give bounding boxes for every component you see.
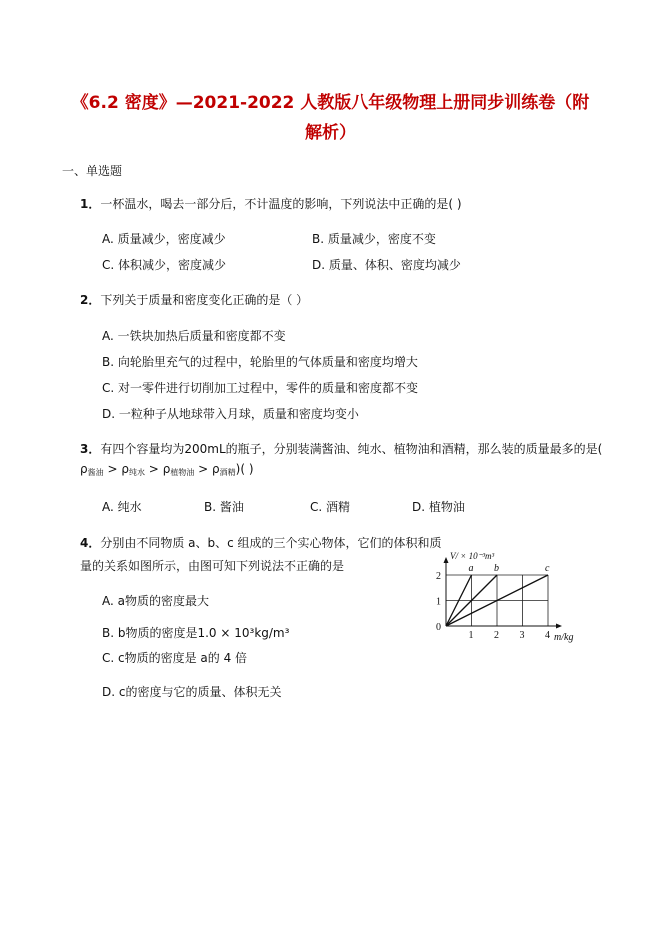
x-tick-label: 1 [468,630,474,641]
q4-option-d: D. c的密度与它的质量、体积无关 [102,685,282,699]
y-tick-label: 2 [436,571,441,582]
q2-option-b: B. 向轮胎里充气的过程中，轮胎里的气体质量和密度均增大 [102,355,418,369]
sub-alcohol: 酒精 [219,468,236,477]
series-label-c: c [545,563,550,574]
question-4 [80,534,442,551]
y-axis-label: V/ × 10⁻³m³ [450,551,495,561]
q1-option-c: C. 体积减少，密度减少 [102,258,227,272]
q3-option-c: C. 酒精 [310,500,351,514]
section-heading: 一、单选题 [62,164,123,178]
q1-option-d: D. 质量、体积、密度均减少 [312,258,461,272]
x-axis-label: m/kg [554,632,574,643]
series-label-b: b [494,563,499,574]
series-label-a: a [468,563,474,574]
question-text-1: 分别由不同物质 a、b、c 组成的三个实心物体，它们的体积和质 [100,536,442,550]
question-number: 1． [80,197,101,211]
x-tick-label: 2 [494,630,499,641]
sub-soy-sauce: 酱油 [87,468,104,477]
sub-vegetable-oil: 植物油 [170,468,195,477]
sub-pure-water: 纯水 [128,468,145,477]
q1-option-a: A. 质量减少，密度减少 [102,232,226,246]
q3-option-d: D. 植物油 [412,500,465,514]
x-axis-arrow [556,624,562,629]
density-order: $\rho_{酱油} > \rho_{纯水} > \rho_{植物油} > \rho_{酒精}$)( ) [80,462,254,477]
question-3 [80,440,602,457]
question-text: 一杯温水，喝去一部分后，不计温度的影响，下列说法中正确的是( ) [100,197,462,211]
document-title [60,88,601,148]
q2-option-a: A. 一铁块加热后质量和密度都不变 [102,329,286,343]
q2-option-c: C. 对一零件进行切削加工过程中，零件的质量和密度都不变 [102,381,419,395]
y-axis-arrow [444,557,449,563]
q3-option-b: B. 酱油 [204,500,244,514]
density-chart [420,528,610,648]
question-1 [80,195,462,212]
question-number: 2． [80,293,101,307]
question-text: 下列关于质量和密度变化正确的是（ ） [100,293,309,307]
question-2 [80,291,308,308]
question-4-line-2: 量的关系如图所示，由图可知下列说法不正确的是 [80,559,345,573]
q4-option-a: A. a物质的密度最大 [102,594,209,608]
question-text: 有四个容量均为200mL的瓶子，分别装满酱油、纯水、植物油和酒精，那么装的质量最多的是( [100,442,603,456]
question-number: 4． [80,536,101,550]
origin-label: 0 [436,622,441,633]
title-line-2: 解析） [305,123,356,143]
question-number: 3． [80,442,101,456]
title-line-1: 《6.2 密度》—2021-2022 人教版八年级物理上册同步训练卷（附 [71,93,590,113]
q1-option-b: B. 质量减少，密度不变 [312,232,436,246]
q4-option-b: B. b物质的密度是1.0 × 10³kg/m³ [102,626,290,640]
x-tick-label: 3 [519,630,525,641]
q2-option-d: D. 一粒种子从地球带入月球，质量和密度均变小 [102,407,359,421]
q3-option-a: A. 纯水 [102,500,142,514]
y-tick-label: 1 [436,596,441,608]
q4-option-c: C. c物质的密度是 a的 4 倍 [102,651,248,665]
x-tick-label: 4 [545,630,550,641]
